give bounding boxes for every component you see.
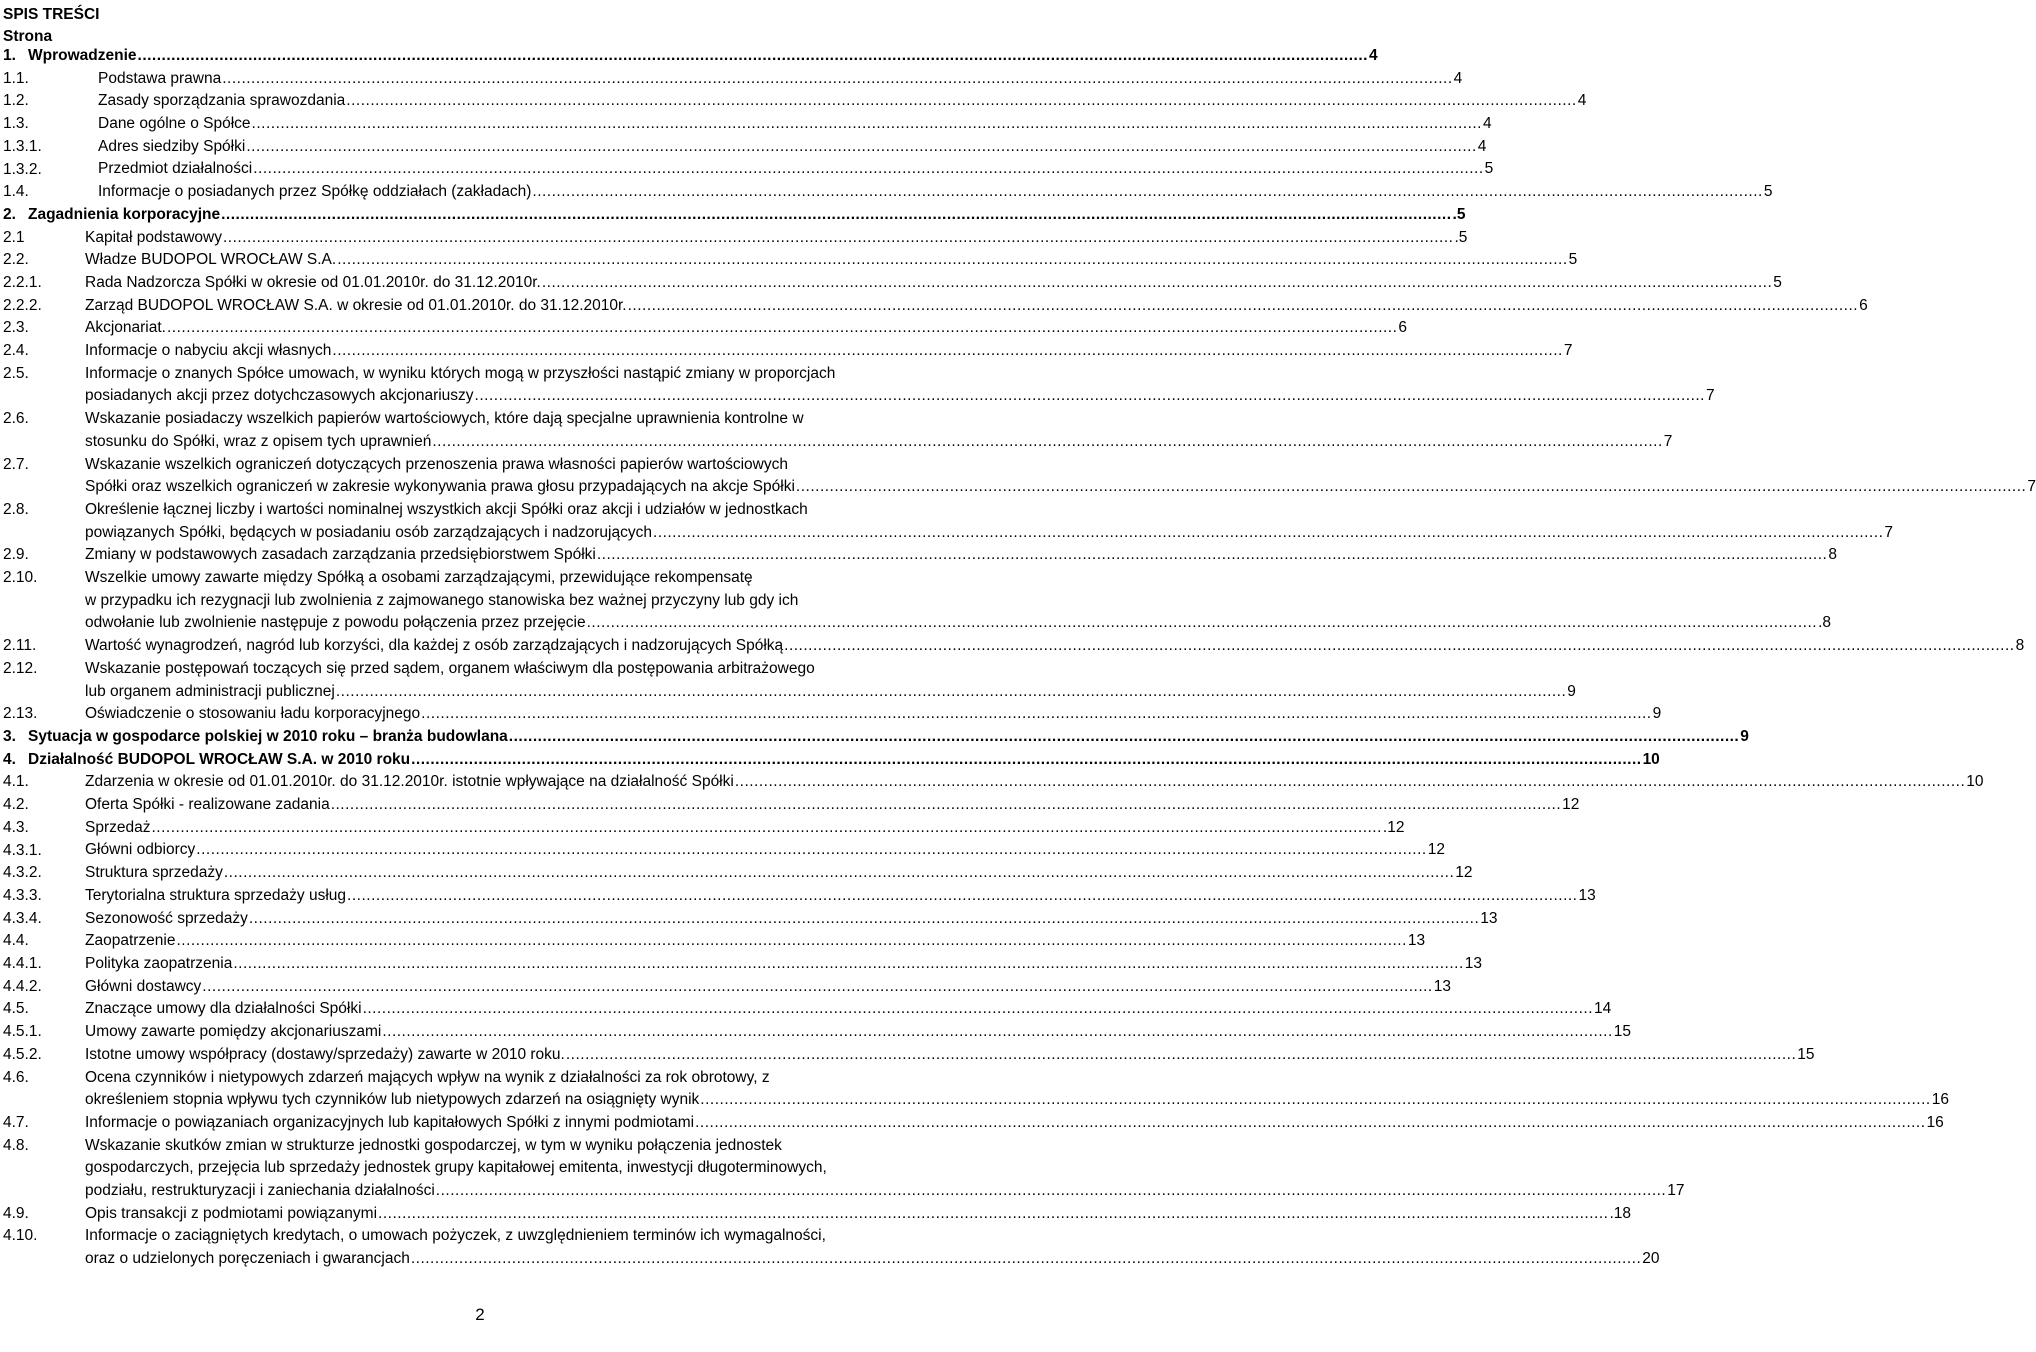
toc-title: SPIS TREŚCI — [3, 6, 100, 23]
toc-entry-title: Przedmiot działalności — [98, 158, 253, 181]
toc-entry-number: 4.10. — [3, 1227, 38, 1245]
toc-entry-title: Główni dostawcy — [85, 976, 202, 999]
dot-leader — [432, 431, 1662, 454]
toc-entry-page: .5 — [1453, 227, 1467, 250]
toc-entry-title: oraz o udzielonych poręczeniach i gwarancjach — [85, 1248, 411, 1271]
dot-leader — [587, 612, 1817, 635]
toc-entry[interactable] — [0, 817, 1405, 840]
toc-entry-title: stosunku do Spółki, wraz z opisem tych uprawnień — [85, 431, 432, 454]
dot-leader — [784, 635, 2014, 658]
toc-entry[interactable] — [0, 771, 1984, 794]
toc-entry-page: 7 — [2026, 476, 2036, 499]
toc-entry-number: 4.3.2. — [3, 864, 42, 882]
toc-entry-number: 2.12. — [3, 659, 38, 677]
toc-entry-title: podziału, restrukturyzacji i zaniechania działalności — [85, 1180, 436, 1203]
toc-entry[interactable] — [0, 363, 1715, 408]
toc-entry-page: 12 — [1454, 862, 1472, 885]
toc-entry-page: 9 — [1652, 703, 1662, 726]
dot-leader — [411, 749, 1641, 772]
toc-entry-title: Ocena czynników i nietypowych zdarzeń mających wpływ na wynik z działalności za rok obrotowy, z — [85, 1068, 770, 1086]
toc-entry[interactable] — [0, 408, 1673, 453]
toc-entry-title: Określenie łącznej liczby i wartości nominalnej wszystkich akcji Spółki oraz akcji i udziałów w jednostkach — [85, 501, 808, 518]
toc-entry-title: Władze BUDOPOL WROCŁAW S.A. — [85, 249, 337, 272]
toc-entry-page: 20 — [1641, 1248, 1659, 1271]
toc-entry[interactable] — [0, 204, 1466, 227]
toc-entry-number: 4.1. — [3, 773, 29, 791]
toc-entry-title: Spółki oraz wszelkich ograniczeń w zakresie wykonywania prawa głosu przypadających na akcje Spółki — [85, 476, 796, 499]
toc-entry[interactable] — [0, 908, 1498, 931]
toc-entry-page: 13 — [1479, 908, 1497, 931]
toc-entry[interactable] — [0, 317, 1408, 340]
toc-entry-number: 4.9. — [3, 1204, 29, 1222]
dot-leader — [421, 703, 1651, 726]
toc-entry-page: 16 — [1926, 1112, 1944, 1135]
toc-entry-title: Kapitał podstawowy — [85, 227, 223, 250]
toc-entry-title: Zmiany w podstawowych zasadach zarządzania przedsiębiorstwem Spółki — [85, 544, 597, 567]
dot-leader — [653, 522, 1883, 545]
toc-entry-title: Informacje o zaciągniętych kredytach, o umowach pożyczek, z uwzględnieniem terminów ich wymagalności, — [85, 1227, 826, 1245]
toc-entry[interactable] — [0, 726, 1749, 749]
dot-leader — [331, 794, 1561, 817]
toc-entry-number: 1.3.2. — [3, 160, 42, 178]
toc-entry-number: 4.7. — [3, 1113, 29, 1131]
toc-entry[interactable] — [0, 1021, 1632, 1044]
toc-entry[interactable] — [0, 1203, 1632, 1226]
toc-entry-title: Informacje o posiadanych przez Spółkę oddziałach (zakładach) — [98, 181, 532, 204]
page-number: 2 — [475, 1305, 485, 1324]
dot-leader — [249, 908, 1479, 931]
toc-entry[interactable] — [0, 544, 1837, 567]
dot-leader — [224, 862, 1454, 885]
toc-entry-number: 1.3. — [3, 115, 29, 133]
dot-leader — [347, 885, 1577, 908]
toc-entry[interactable] — [0, 295, 1868, 318]
toc-entry-number: 4.3. — [3, 818, 29, 836]
toc-entry-title: Wskazanie posiadaczy wszelkich papierów wartościowych, które dają specjalne uprawnienia kontrolne w — [85, 410, 804, 428]
toc-entry[interactable] — [0, 635, 2025, 658]
toc-entry-page: 8 — [2015, 635, 2025, 658]
toc-entry-title: Terytorialna struktura sprzedaży usług — [85, 885, 347, 908]
toc-entry-page: 7 — [1705, 385, 1715, 408]
toc-entry-page: 17 — [1666, 1180, 1684, 1203]
dot-leader — [138, 45, 1368, 68]
toc-entry[interactable] — [0, 1112, 1944, 1135]
toc-entry-title: Sprzedaż — [85, 817, 151, 840]
toc-entry-title: odwołanie lub zwolnienie następuje z powodu połączenia przez przejęcie — [85, 612, 587, 635]
toc-entry-number: 2.2.2. — [3, 296, 42, 314]
toc-entry-title: Działalność BUDOPOL WROCŁAW S.A. w 2010 roku — [28, 749, 411, 772]
toc-entry-number: 1.1. — [3, 69, 29, 87]
toc-entry-title: Zagadnienia korporacyjne — [28, 204, 221, 227]
toc-entry-title: Zaopatrzenie — [85, 930, 176, 953]
dot-leader — [222, 68, 1452, 91]
toc-entry-number: 2.10. — [3, 569, 38, 587]
toc-entry-page: 13 — [1464, 953, 1482, 976]
toc-entry-page: 12 — [1427, 839, 1445, 862]
toc-entry-page: .18 — [1608, 1203, 1631, 1226]
dot-leader — [363, 998, 1593, 1021]
toc-entry-page: 13 — [1433, 976, 1451, 999]
toc-entry[interactable] — [0, 1044, 1815, 1067]
toc-entry-page: 6 — [1397, 317, 1407, 340]
dot-leader — [332, 340, 1562, 363]
toc-entry-page: 7 — [1663, 431, 1673, 454]
dot-leader — [436, 1180, 1666, 1203]
toc-entry-title: Informacje o nabyciu akcji własnych — [85, 340, 332, 363]
dot-leader — [735, 771, 1965, 794]
dot-leader — [252, 113, 1482, 136]
dot-leader — [233, 953, 1463, 976]
toc-entry[interactable] — [0, 840, 1445, 863]
toc-entry-number: 2.7. — [3, 455, 29, 473]
toc-entry[interactable] — [0, 181, 1773, 204]
toc-entry-number: 2.1 — [3, 228, 25, 246]
toc-entry-title: Podstawa prawna — [98, 68, 222, 91]
toc-entry-number: 4.3.4. — [3, 909, 42, 927]
toc-entry-page: 9 — [1566, 681, 1576, 704]
dot-leader — [700, 1089, 1930, 1112]
toc-entry-number: 2.4. — [3, 342, 29, 360]
toc-entry-number: 4. — [3, 750, 16, 768]
dot-leader — [202, 976, 1432, 999]
toc-entry-page: 4 — [1368, 45, 1378, 68]
dot-leader — [597, 544, 1827, 567]
toc-entry[interactable] — [0, 45, 1378, 68]
dot-leader — [382, 1021, 1612, 1044]
toc-entry-title: lub organem administracji publicznej — [85, 681, 336, 704]
toc-entry[interactable] — [0, 862, 1473, 885]
dot-leader — [532, 181, 1762, 204]
toc-entry[interactable] — [0, 658, 1576, 703]
page-column-label: Strona — [3, 28, 53, 45]
dot-leader — [695, 1112, 1925, 1135]
toc-entry-number: 1.3.1. — [3, 137, 42, 155]
toc-entry[interactable] — [0, 794, 1580, 817]
toc-entry[interactable] — [0, 703, 1662, 726]
dot-leader — [475, 385, 1705, 408]
toc-entry-number: 4.5.1. — [3, 1023, 42, 1041]
toc-entry[interactable] — [0, 1135, 1685, 1203]
toc-entry[interactable] — [0, 90, 1587, 113]
toc-entry-title: Istotne umowy współpracy (dostawy/sprzedaży) zawarte w 2010 roku. — [85, 1044, 566, 1067]
toc-entry-title: w przypadku ich rezygnacji lub zwolnienia z zajmowanego stanowiska bez ważnej przyczyny lub gdy ich — [85, 591, 799, 609]
toc-entry[interactable] — [0, 113, 1492, 136]
toc-entry-title: Wartość wynagrodzeń, nagród lub korzyści, dla każdej z osób zarządzających i nadzorujących Spółką — [85, 635, 784, 658]
toc-entry-page: 10 — [1965, 771, 1983, 794]
toc-entry[interactable] — [0, 454, 2036, 499]
toc-entry-title: Wskazanie wszelkich ograniczeń dotyczących przenoszenia prawa własności papierów wartościowych — [85, 455, 788, 473]
toc-entry-number: 4.6. — [3, 1068, 29, 1086]
toc-entry-page: .12 — [1382, 817, 1405, 840]
toc-entry-number: 2.3. — [3, 319, 29, 337]
toc-entry-title: Zdarzenia w okresie od 01.01.2010r. do 31.12.2010r. istotnie wpływające na działalność Spółki — [85, 771, 735, 794]
toc-entry-page: 5 — [1484, 158, 1494, 181]
toc-entry-page: 4 — [1477, 136, 1487, 159]
toc-entry-page: 12 — [1561, 794, 1579, 817]
toc-entry-title: Zarząd BUDOPOL WROCŁAW S.A. w okresie od 01.01.2010r. do 31.12.2010r. — [85, 295, 628, 318]
toc-entry[interactable] — [0, 953, 1483, 976]
toc-entry-title: Struktura sprzedaży — [85, 862, 224, 885]
toc-entry[interactable] — [0, 885, 1596, 908]
toc-entry-number: 4.3.3. — [3, 886, 42, 904]
dot-leader — [411, 1248, 1641, 1271]
toc-entry-title: Rada Nadzorcza Spółki w okresie od 01.01.2010r. do 31.12.2010r. — [85, 272, 542, 295]
toc-entry-page: 15 — [1796, 1044, 1814, 1067]
toc-entry[interactable] — [0, 1067, 1949, 1112]
toc-entry-number: 2.8. — [3, 501, 29, 518]
toc-entry-page: 15 — [1613, 1021, 1631, 1044]
toc-entry-number: 1. — [3, 47, 16, 64]
toc-entry[interactable] — [0, 1225, 1660, 1270]
toc-entry-number: 4.4. — [3, 932, 29, 950]
toc-entry-number: 1.2. — [3, 92, 29, 110]
toc-entry-number: 2.6. — [3, 410, 29, 428]
toc-entry-page: .5 — [1452, 204, 1466, 227]
toc-entry-number: 2.2. — [3, 251, 29, 269]
toc-entry-page: 10 — [1642, 749, 1660, 772]
dot-leader — [542, 272, 1772, 295]
dot-leader — [566, 1044, 1796, 1067]
toc-entry-title: Zasady sporządzania sprawozdania — [98, 90, 346, 113]
toc-entry[interactable] — [0, 998, 1612, 1021]
toc-entry-title: posiadanych akcji przez dotychczasowych akcjonariuszy — [85, 385, 475, 408]
toc-entry-number: 4.4.2. — [3, 977, 42, 995]
toc-entry-number: 2. — [3, 205, 16, 223]
dot-leader — [151, 817, 1381, 840]
dot-leader — [346, 90, 1576, 113]
dot-leader — [378, 1203, 1608, 1226]
toc-entry[interactable] — [0, 567, 1831, 635]
dot-leader — [196, 839, 1426, 862]
toc-entry-title: Znaczące umowy dla działalności Spółki — [85, 998, 363, 1021]
toc-entry-page: 5 — [1772, 272, 1782, 295]
dot-leader — [336, 681, 1566, 704]
toc-entry[interactable] — [0, 930, 1426, 953]
toc-entry[interactable] — [0, 159, 1494, 182]
toc-entry[interactable] — [0, 249, 1578, 272]
dot-leader — [337, 249, 1567, 272]
toc-entry-title: Polityka zaopatrzenia — [85, 953, 233, 976]
toc-entry-title: Sezonowość sprzedaży — [85, 908, 249, 931]
toc-entry-title: Dane ogólne o Spółce — [98, 113, 252, 136]
toc-entry-page: 4 — [1577, 90, 1587, 113]
toc-entry-title: Oświadczenie o stosowaniu ładu korporacyjnego — [85, 703, 421, 726]
dot-leader — [221, 204, 1451, 227]
dot-leader — [628, 295, 1858, 318]
toc-entry[interactable] — [0, 227, 1468, 250]
toc-entry[interactable] — [0, 499, 1894, 544]
toc-entry-number: 4.2. — [3, 796, 29, 814]
toc-entry-title: Opis transakcji z podmiotami powiązanymi — [85, 1203, 378, 1226]
toc-entry-page: 5 — [1568, 249, 1578, 272]
dot-leader — [796, 476, 2026, 499]
toc-entry-page: 8 — [1827, 544, 1837, 567]
toc-entry[interactable] — [0, 749, 1660, 772]
toc-entry-number: 4.8. — [3, 1136, 29, 1154]
toc-entry-page: 7 — [1883, 522, 1893, 545]
toc-entry-title: gospodarczych, przejęcia lub sprzedaży jednostek grupy kapitałowej emitenta, inwestycji długoterminowych, — [85, 1159, 827, 1177]
toc-entry-number: 3. — [3, 728, 16, 745]
dot-leader — [176, 930, 1406, 953]
toc-entry-title: Umowy zawarte pomiędzy akcjonariuszami — [85, 1021, 382, 1044]
dot-leader — [509, 726, 1739, 749]
toc-entry-title: Adres siedziby Spółki — [98, 136, 246, 159]
toc-entry-title: Wskazanie skutków zmian w strukturze jednostki gospodarczej, w tym w wyniku połączenia jednostek — [85, 1136, 782, 1154]
toc-entry-number: 2.2.1. — [3, 274, 42, 291]
toc-entry-title: powiązanych Spółki, będących w posiadaniu osób zarządzających i nadzorujących — [85, 522, 653, 545]
toc-entry-title: Informacje o powiązaniach organizacyjnych lub kapitałowych Spółki z innymi podmiotami — [85, 1112, 695, 1135]
toc-entry-title: Główni odbiorcy — [85, 839, 196, 862]
toc-entry-title: Oferta Spółki - realizowane zadania — [85, 794, 331, 817]
toc-entry-page: 7 — [1563, 340, 1573, 363]
dot-leader — [223, 227, 1453, 250]
toc-entry-title: Wskazanie postępowań toczących się przed sądem, organem właściwym dla postępowania arbitrażowego — [85, 659, 815, 677]
toc-entry-page: 4 — [1482, 113, 1492, 136]
toc-entry[interactable] — [0, 272, 1782, 295]
toc-entry-page: 13 — [1407, 930, 1425, 953]
toc-entry-page: .8 — [1817, 612, 1831, 635]
toc-entry-page: 14 — [1593, 998, 1611, 1021]
toc-entry[interactable] — [0, 136, 1487, 159]
toc-entry-number: 4.5. — [3, 1000, 29, 1018]
toc-entry-title: Sytuacja w gospodarce polskiej w 2010 roku – branża budowlana — [28, 726, 509, 749]
toc-entry-page: 9 — [1739, 726, 1749, 749]
toc-entry-page: 5 — [1763, 181, 1773, 204]
toc-entry-title: określeniem stopnia wpływu tych czynników lub nietypowych zdarzeń na osiągnięty wynik — [85, 1089, 700, 1112]
toc-entry-number: 2.13. — [3, 705, 38, 723]
toc-entry[interactable] — [0, 68, 1463, 91]
toc-entry-number: 1.4. — [3, 183, 29, 201]
toc-entry-title: Wszelkie umowy zawarte między Spółką a osobami zarządzającymi, przewidujące rekompensatę — [85, 569, 753, 587]
toc-entry-page: 13 — [1577, 885, 1595, 908]
toc-entry-page: 6 — [1858, 295, 1868, 318]
dot-leader — [253, 158, 1483, 181]
toc-entry-number: 4.3.1. — [3, 841, 42, 859]
dot-leader — [246, 136, 1476, 159]
toc-entry-number: 2.11. — [3, 637, 37, 655]
toc-entry-title: Wprowadzenie — [28, 45, 138, 68]
toc-entry-page: 4 — [1453, 68, 1463, 91]
toc-entry-page: 16 — [1931, 1089, 1949, 1112]
dot-leader — [167, 317, 1397, 340]
toc-entry-number: 4.5.2. — [3, 1045, 42, 1063]
toc-entry[interactable] — [0, 340, 1573, 363]
toc-entry-number: 4.4.1. — [3, 955, 42, 972]
toc-entry[interactable] — [0, 976, 1451, 999]
toc-entry-title: Akcjonariat. — [85, 317, 167, 340]
toc-entry-number: 2.5. — [3, 364, 29, 382]
toc-entry-number: 2.9. — [3, 546, 29, 564]
toc-entry-title: Informacje o znanych Spółce umowach, w wyniku których mogą w przyszłości nastąpić zmiany w proporcjach — [85, 364, 836, 382]
